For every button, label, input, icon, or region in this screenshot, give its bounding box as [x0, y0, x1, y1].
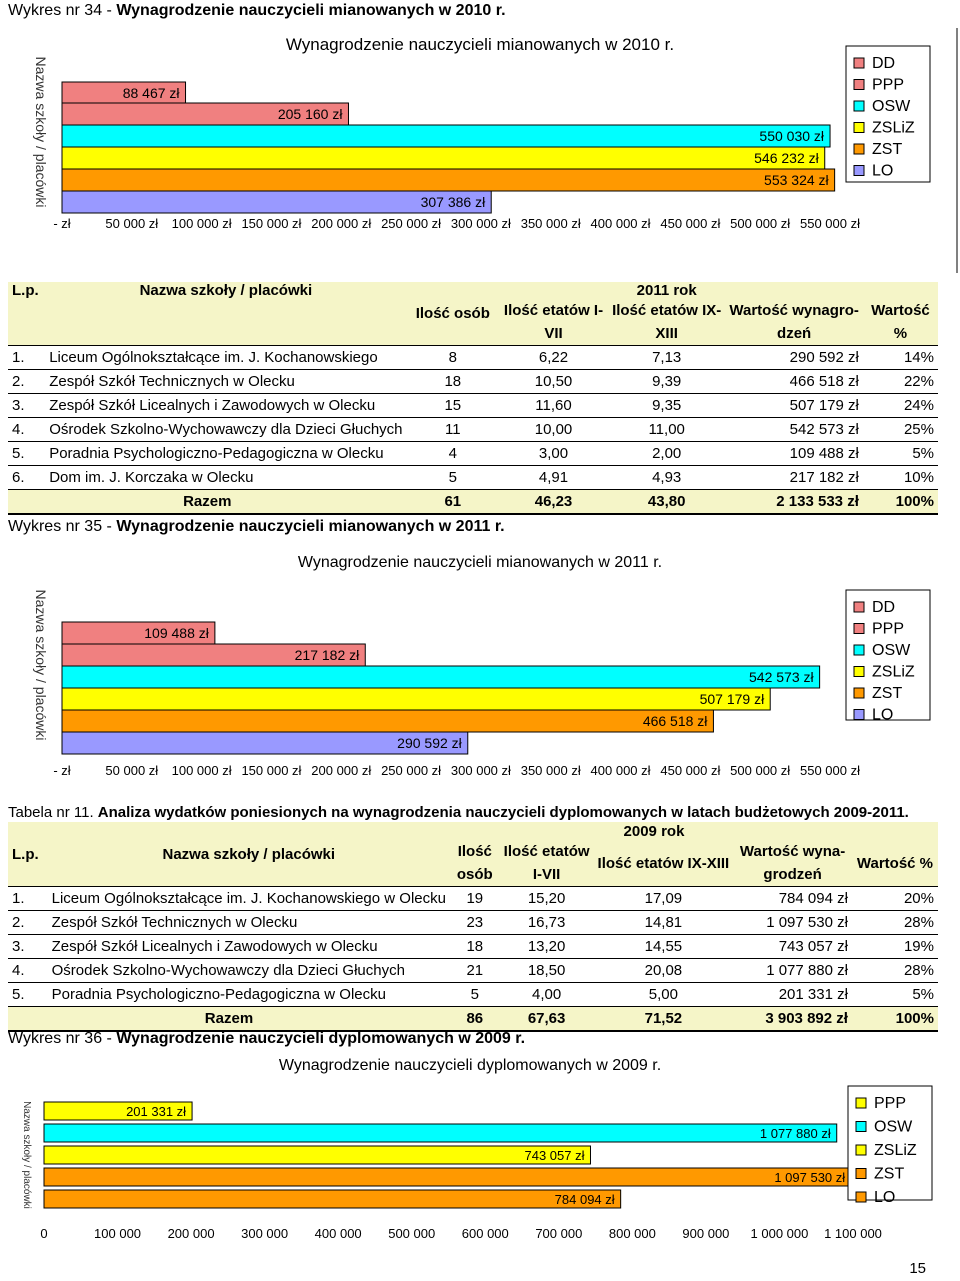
x-tick-label: 50 000 zł: [105, 763, 159, 778]
row-etaty-9-13: 17,09: [594, 887, 734, 911]
x-tick-label: 700 000: [535, 1226, 583, 1241]
legend-item: ZST: [872, 141, 903, 158]
row-name: Poradnia Psychologiczno-Pedagogiczna w Olecku: [45, 442, 406, 466]
row-persons: 19: [450, 887, 500, 911]
row-etaty-1-7: 6,22: [499, 346, 608, 370]
chart-title: Wynagrodzenie nauczycieli mianowanych w 2010 r.: [285, 35, 675, 54]
legend-item: OSW: [872, 642, 911, 659]
row-lp: 2.: [8, 911, 48, 935]
legend-swatch: [854, 58, 864, 68]
row-value: 542 573 zł: [725, 418, 862, 442]
x-tick-label: 450 000 zł: [660, 216, 721, 231]
header-pct: Wartość %: [856, 854, 934, 872]
legend-swatch: [854, 624, 864, 634]
header-persons-b: osób: [456, 866, 493, 883]
row-pct: 10%: [863, 466, 938, 490]
row-name: Zespół Szkół Licealnych i Zawodowych w Olecku: [48, 935, 450, 959]
row-lp: 4.: [8, 418, 45, 442]
total-etaty-9-13: 71,52: [594, 1007, 734, 1032]
chart-2009-svg: [0, 1052, 960, 1252]
row-etaty-9-13: 9,35: [608, 394, 725, 418]
header-value-b: grodzeń: [763, 866, 822, 883]
x-tick-label: 500 000: [388, 1226, 436, 1241]
bar-label: 88 467 zł: [122, 85, 180, 101]
row-lp: 6.: [8, 466, 45, 490]
legend-item: ZST: [874, 1165, 905, 1183]
bar-label: 307 386 zł: [420, 194, 486, 210]
x-tick-label: 150 000 zł: [241, 216, 302, 231]
row-persons: 18: [450, 935, 500, 959]
x-tick-label: 550 000 zł: [800, 763, 860, 778]
row-etaty-1-7: 10,50: [499, 370, 608, 394]
row-etaty-1-7: 10,00: [499, 418, 608, 442]
table-row: [8, 887, 938, 911]
table-2011: [8, 282, 938, 515]
chart-2011: [0, 545, 960, 790]
legend-swatch: [856, 1169, 866, 1179]
table-row: [8, 911, 938, 935]
legend-item: DD: [872, 599, 896, 616]
total-value: 3 903 892 zł: [733, 1007, 852, 1032]
bar-label: 466 518 zł: [642, 713, 708, 729]
y-axis-label: Nazwa szkoły / placówki: [21, 1101, 32, 1209]
row-lp: 3.: [8, 935, 48, 959]
row-persons: 4: [407, 442, 500, 466]
bar-label: 290 592 zł: [397, 735, 462, 751]
table-row: [8, 346, 938, 370]
x-tick-label: 0: [40, 1226, 48, 1241]
legend-swatch: [856, 1192, 866, 1202]
row-etaty-1-7: 3,00: [499, 442, 608, 466]
header-year: 2011 rok: [636, 282, 697, 299]
caption-table-11: [8, 804, 909, 821]
legend-swatch: [856, 1145, 866, 1155]
total-persons: 61: [407, 490, 500, 515]
row-lp: 2.: [8, 370, 45, 394]
header-year: 2009 rok: [623, 822, 685, 840]
row-etaty-9-13: 9,39: [608, 370, 725, 394]
total-etaty-9-13: 43,80: [608, 490, 725, 515]
table-row: [8, 394, 938, 418]
caption-title: Wynagrodzenie nauczycieli mianowanych w 2011 r.: [116, 518, 505, 535]
total-value: 2 133 533 zł: [725, 490, 862, 515]
row-value: 507 179 zł: [725, 394, 862, 418]
header-value-b: dzeń: [777, 325, 812, 342]
total-etaty-1-7: 67,63: [500, 1007, 594, 1032]
legend-item: LO: [874, 1189, 896, 1206]
total-etaty-1-7: 46,23: [499, 490, 608, 515]
row-persons: 21: [450, 959, 500, 983]
row-name: Zespół Szkół Technicznych w Olecku: [48, 911, 450, 935]
bar-zst: [62, 710, 713, 732]
bar-osw: [62, 666, 820, 688]
caption-prefix: Tabela nr 11.: [8, 804, 98, 821]
table-row: [8, 418, 938, 442]
bar-label: 542 573 zł: [749, 669, 814, 685]
row-value: 1 077 880 zł: [733, 959, 852, 983]
bar-label: 546 232 zł: [754, 150, 819, 166]
x-tick-label: 300 000 zł: [450, 216, 511, 231]
header-pct-a: Wartość: [871, 302, 930, 319]
legend-item: OSW: [874, 1118, 913, 1136]
table-row: [8, 935, 938, 959]
chart-title: Wynagrodzenie nauczycieli dyplomowanych w 2009 r.: [278, 1057, 662, 1074]
row-pct: 19%: [852, 935, 938, 959]
bar-label: 217 182 zł: [294, 647, 360, 663]
row-persons: 5: [450, 983, 500, 1007]
table-row: [8, 466, 938, 490]
row-pct: 20%: [852, 887, 938, 911]
table-2009: [8, 822, 938, 1032]
row-value: 784 094 zł: [733, 887, 852, 911]
x-tick-label: 150 000 zł: [241, 763, 302, 778]
caption-prefix: Wykres nr 35 -: [8, 518, 117, 535]
row-etaty-9-13: 14,55: [594, 935, 734, 959]
row-name: Zespół Szkół Licealnych i Zawodowych w Olecku: [45, 394, 406, 418]
legend-swatch: [854, 667, 864, 677]
row-pct: 5%: [863, 442, 938, 466]
legend-swatch: [854, 602, 864, 612]
caption-title: Wynagrodzenie nauczycieli mianowanych w 2010 r.: [116, 2, 506, 19]
row-lp: 1.: [8, 887, 48, 911]
row-persons: 5: [407, 466, 500, 490]
row-name: Liceum Ogólnokształcące im. J. Kochanowskiego w Olecku: [48, 887, 450, 911]
row-value: 109 488 zł: [725, 442, 862, 466]
row-etaty-9-13: 20,08: [594, 959, 734, 983]
x-tick-label: 800 000: [608, 1226, 656, 1241]
chart-title: Wynagrodzenie nauczycieli mianowanych w 2011 r.: [297, 554, 663, 571]
x-tick-label: - zł: [53, 216, 71, 231]
x-tick-label: 400 000 zł: [590, 763, 651, 778]
row-name: Liceum Ogólnokształcące im. J. Kochanowskiego: [45, 346, 406, 370]
caption-chart-36: [8, 1030, 525, 1048]
bar-label: 1 097 530 zł: [774, 1170, 846, 1185]
row-value: 743 057 zł: [733, 935, 852, 959]
table-row: [8, 370, 938, 394]
bar-label: 784 094 zł: [554, 1192, 615, 1207]
x-tick-label: 200 000 zł: [311, 216, 372, 231]
bar-zst: [62, 169, 835, 191]
caption-prefix: Wykres nr 34 -: [8, 2, 117, 19]
legend-item: ZSLiZ: [874, 1142, 917, 1159]
x-tick-label: 1 100 000: [824, 1226, 882, 1241]
x-tick-label: 50 000 zł: [105, 216, 159, 231]
x-tick-label: 550 000 zł: [800, 216, 860, 231]
x-tick-label: 500 000 zł: [730, 763, 791, 778]
bar-label: 1 077 880 zł: [759, 1126, 831, 1141]
row-value: 201 331 zł: [733, 983, 852, 1007]
x-tick-label: - zł: [53, 763, 71, 778]
legend-item: ZSLiZ: [872, 119, 915, 137]
bar-label: 550 030 zł: [759, 128, 825, 144]
row-name: Poradnia Psychologiczno-Pedagogiczna w Olecku: [48, 983, 450, 1007]
bar-osw: [62, 125, 830, 147]
legend-swatch: [854, 166, 864, 176]
x-tick-label: 400 000: [314, 1226, 362, 1241]
row-pct: 24%: [863, 394, 938, 418]
x-tick-label: 1 000 000: [750, 1226, 809, 1241]
row-etaty-9-13: 7,13: [608, 346, 725, 370]
row-persons: 11: [407, 418, 500, 442]
x-tick-label: 200 000 zł: [311, 763, 372, 778]
row-persons: 8: [407, 346, 500, 370]
table-row: [8, 983, 938, 1007]
header-etaty-9-13-b: XIII: [655, 325, 678, 342]
row-etaty-1-7: 15,20: [500, 887, 594, 911]
page-number: 15: [909, 1260, 926, 1277]
legend-item: PPP: [874, 1095, 907, 1112]
bar-zst: [44, 1168, 851, 1186]
x-tick-label: 300 000: [241, 1226, 289, 1241]
row-lp: 3.: [8, 394, 45, 418]
chart-2009: [0, 1052, 960, 1252]
row-pct: 25%: [863, 418, 938, 442]
row-persons: 23: [450, 911, 500, 935]
bar-label: 553 324 zł: [764, 172, 829, 188]
caption-chart-34: [8, 2, 506, 20]
x-tick-label: 100 000 zł: [171, 763, 232, 778]
legend-swatch: [854, 101, 864, 111]
row-lp: 5.: [8, 442, 45, 466]
x-tick-label: 350 000 zł: [520, 763, 581, 778]
header-value-a: Wartość wyna-: [739, 843, 846, 860]
bar-osw: [44, 1124, 837, 1142]
legend-item: PPP: [872, 76, 905, 94]
header-persons: Ilość osób: [415, 305, 490, 322]
row-pct: 14%: [863, 346, 938, 370]
row-lp: 4.: [8, 959, 48, 983]
x-tick-label: 500 000 zł: [730, 216, 791, 231]
table-row: [8, 442, 938, 466]
bar-zsliz: [62, 688, 770, 710]
row-pct: 28%: [852, 959, 938, 983]
chart-2010-svg: [0, 28, 960, 273]
row-name: Zespół Szkół Technicznych w Olecku: [45, 370, 406, 394]
legend-swatch: [854, 123, 864, 133]
row-etaty-1-7: 11,60: [499, 394, 608, 418]
caption-prefix: Wykres nr 36 -: [8, 1030, 117, 1047]
row-pct: 5%: [852, 983, 938, 1007]
row-etaty-1-7: 18,50: [500, 959, 594, 983]
legend-item: LO: [872, 162, 894, 180]
row-etaty-9-13: 5,00: [594, 983, 734, 1007]
bar-zsliz: [62, 147, 825, 169]
bar-label: 507 179 zł: [699, 691, 765, 707]
row-lp: 5.: [8, 983, 48, 1007]
bar-label: 743 057 zł: [524, 1148, 585, 1163]
legend-swatch: [854, 80, 864, 90]
header-etaty-9-13: Ilość etatów IX-XIII: [597, 854, 730, 872]
x-tick-label: 400 000 zł: [590, 216, 651, 231]
row-pct: 22%: [863, 370, 938, 394]
row-name: Ośrodek Szkolno-Wychowawczy dla Dzieci Głuchych: [45, 418, 406, 442]
caption-chart-35: [8, 518, 505, 536]
header-etaty-1-7-b: I-VII: [532, 866, 561, 883]
caption-title: Wynagrodzenie nauczycieli dyplomowanych w 2009 r.: [116, 1030, 526, 1047]
y-axis-label: Nazwa szkoły / placówki: [33, 56, 49, 208]
legend-item: ZST: [872, 685, 903, 702]
row-value: 217 182 zł: [725, 466, 862, 490]
row-etaty-9-13: 14,81: [594, 911, 734, 935]
header-name: Nazwa szkoły / placówki: [162, 845, 336, 863]
x-tick-label: 350 000 zł: [520, 216, 581, 231]
table-row: [8, 959, 938, 983]
total-label: Razem: [8, 490, 407, 515]
legend-swatch: [854, 710, 864, 720]
x-tick-label: 200 000: [167, 1226, 215, 1241]
header-persons-a: Ilość: [457, 843, 492, 860]
header-lp: L.p.: [12, 845, 39, 863]
row-lp: 1.: [8, 346, 45, 370]
x-tick-label: 100 000: [94, 1226, 142, 1241]
total-pct: 100%: [852, 1007, 938, 1032]
legend-item: LO: [872, 706, 894, 724]
row-etaty-1-7: 4,00: [500, 983, 594, 1007]
row-persons: 15: [407, 394, 500, 418]
row-etaty-9-13: 11,00: [608, 418, 725, 442]
legend-item: OSW: [872, 98, 911, 115]
row-name: Ośrodek Szkolno-Wychowawczy dla Dzieci Głuchych: [48, 959, 450, 983]
row-pct: 28%: [852, 911, 938, 935]
row-persons: 18: [407, 370, 500, 394]
y-axis-label: Nazwa szkoły / placówki: [33, 589, 49, 741]
total-persons: 86: [450, 1007, 500, 1032]
x-tick-label: 250 000 zł: [381, 763, 442, 778]
bar-label: 109 488 zł: [144, 625, 209, 641]
x-tick-label: 100 000 zł: [171, 216, 232, 231]
total-label: Razem: [8, 1007, 450, 1032]
header-pct-b: %: [893, 325, 908, 342]
header-etaty-1-7-a: Ilość etatów I-: [503, 302, 604, 319]
legend-item: DD: [872, 55, 896, 72]
row-name: Dom im. J. Korczaka w Olecku: [45, 466, 406, 490]
header-lp: L.p.: [12, 282, 39, 299]
row-value: 466 518 zł: [725, 370, 862, 394]
x-tick-label: 250 000 zł: [381, 216, 442, 231]
chart-2010: [0, 28, 960, 273]
x-tick-label: 600 000: [461, 1226, 509, 1241]
legend-swatch: [854, 688, 864, 698]
header-etaty-1-7-a: Ilość etatów: [503, 843, 590, 860]
bar-label: 201 331 zł: [126, 1104, 187, 1119]
bar-label: 205 160 zł: [277, 106, 343, 122]
legend-swatch: [854, 144, 864, 154]
total-pct: 100%: [863, 490, 938, 515]
row-value: 290 592 zł: [725, 346, 862, 370]
legend-item: ZSLiZ: [872, 663, 915, 681]
row-etaty-9-13: 4,93: [608, 466, 725, 490]
header-name: Nazwa szkoły / placówki: [139, 282, 313, 299]
legend-swatch: [856, 1098, 866, 1108]
bar-zsliz: [44, 1146, 590, 1164]
legend-swatch: [854, 645, 864, 655]
row-value: 1 097 530 zł: [733, 911, 852, 935]
x-tick-label: 300 000 zł: [450, 763, 511, 778]
bar-lo: [44, 1190, 621, 1208]
row-etaty-1-7: 13,20: [500, 935, 594, 959]
x-tick-label: 450 000 zł: [660, 763, 721, 778]
legend-swatch: [856, 1122, 866, 1132]
legend-item: PPP: [872, 620, 905, 638]
chart-2011-svg: [0, 545, 960, 790]
row-etaty-9-13: 2,00: [608, 442, 725, 466]
row-etaty-1-7: 16,73: [500, 911, 594, 935]
x-tick-label: 900 000: [682, 1226, 730, 1241]
row-etaty-1-7: 4,91: [499, 466, 608, 490]
caption-title: Analiza wydatków poniesionych na wynagrodzenia nauczycieli dyplomowanych w latach budżetowych 2009-2011.: [97, 804, 909, 821]
header-etaty-1-7-b: VII: [544, 325, 563, 342]
header-value-a: Wartość wynagro-: [729, 302, 859, 319]
header-etaty-9-13-a: Ilość etatów IX-: [612, 302, 722, 319]
